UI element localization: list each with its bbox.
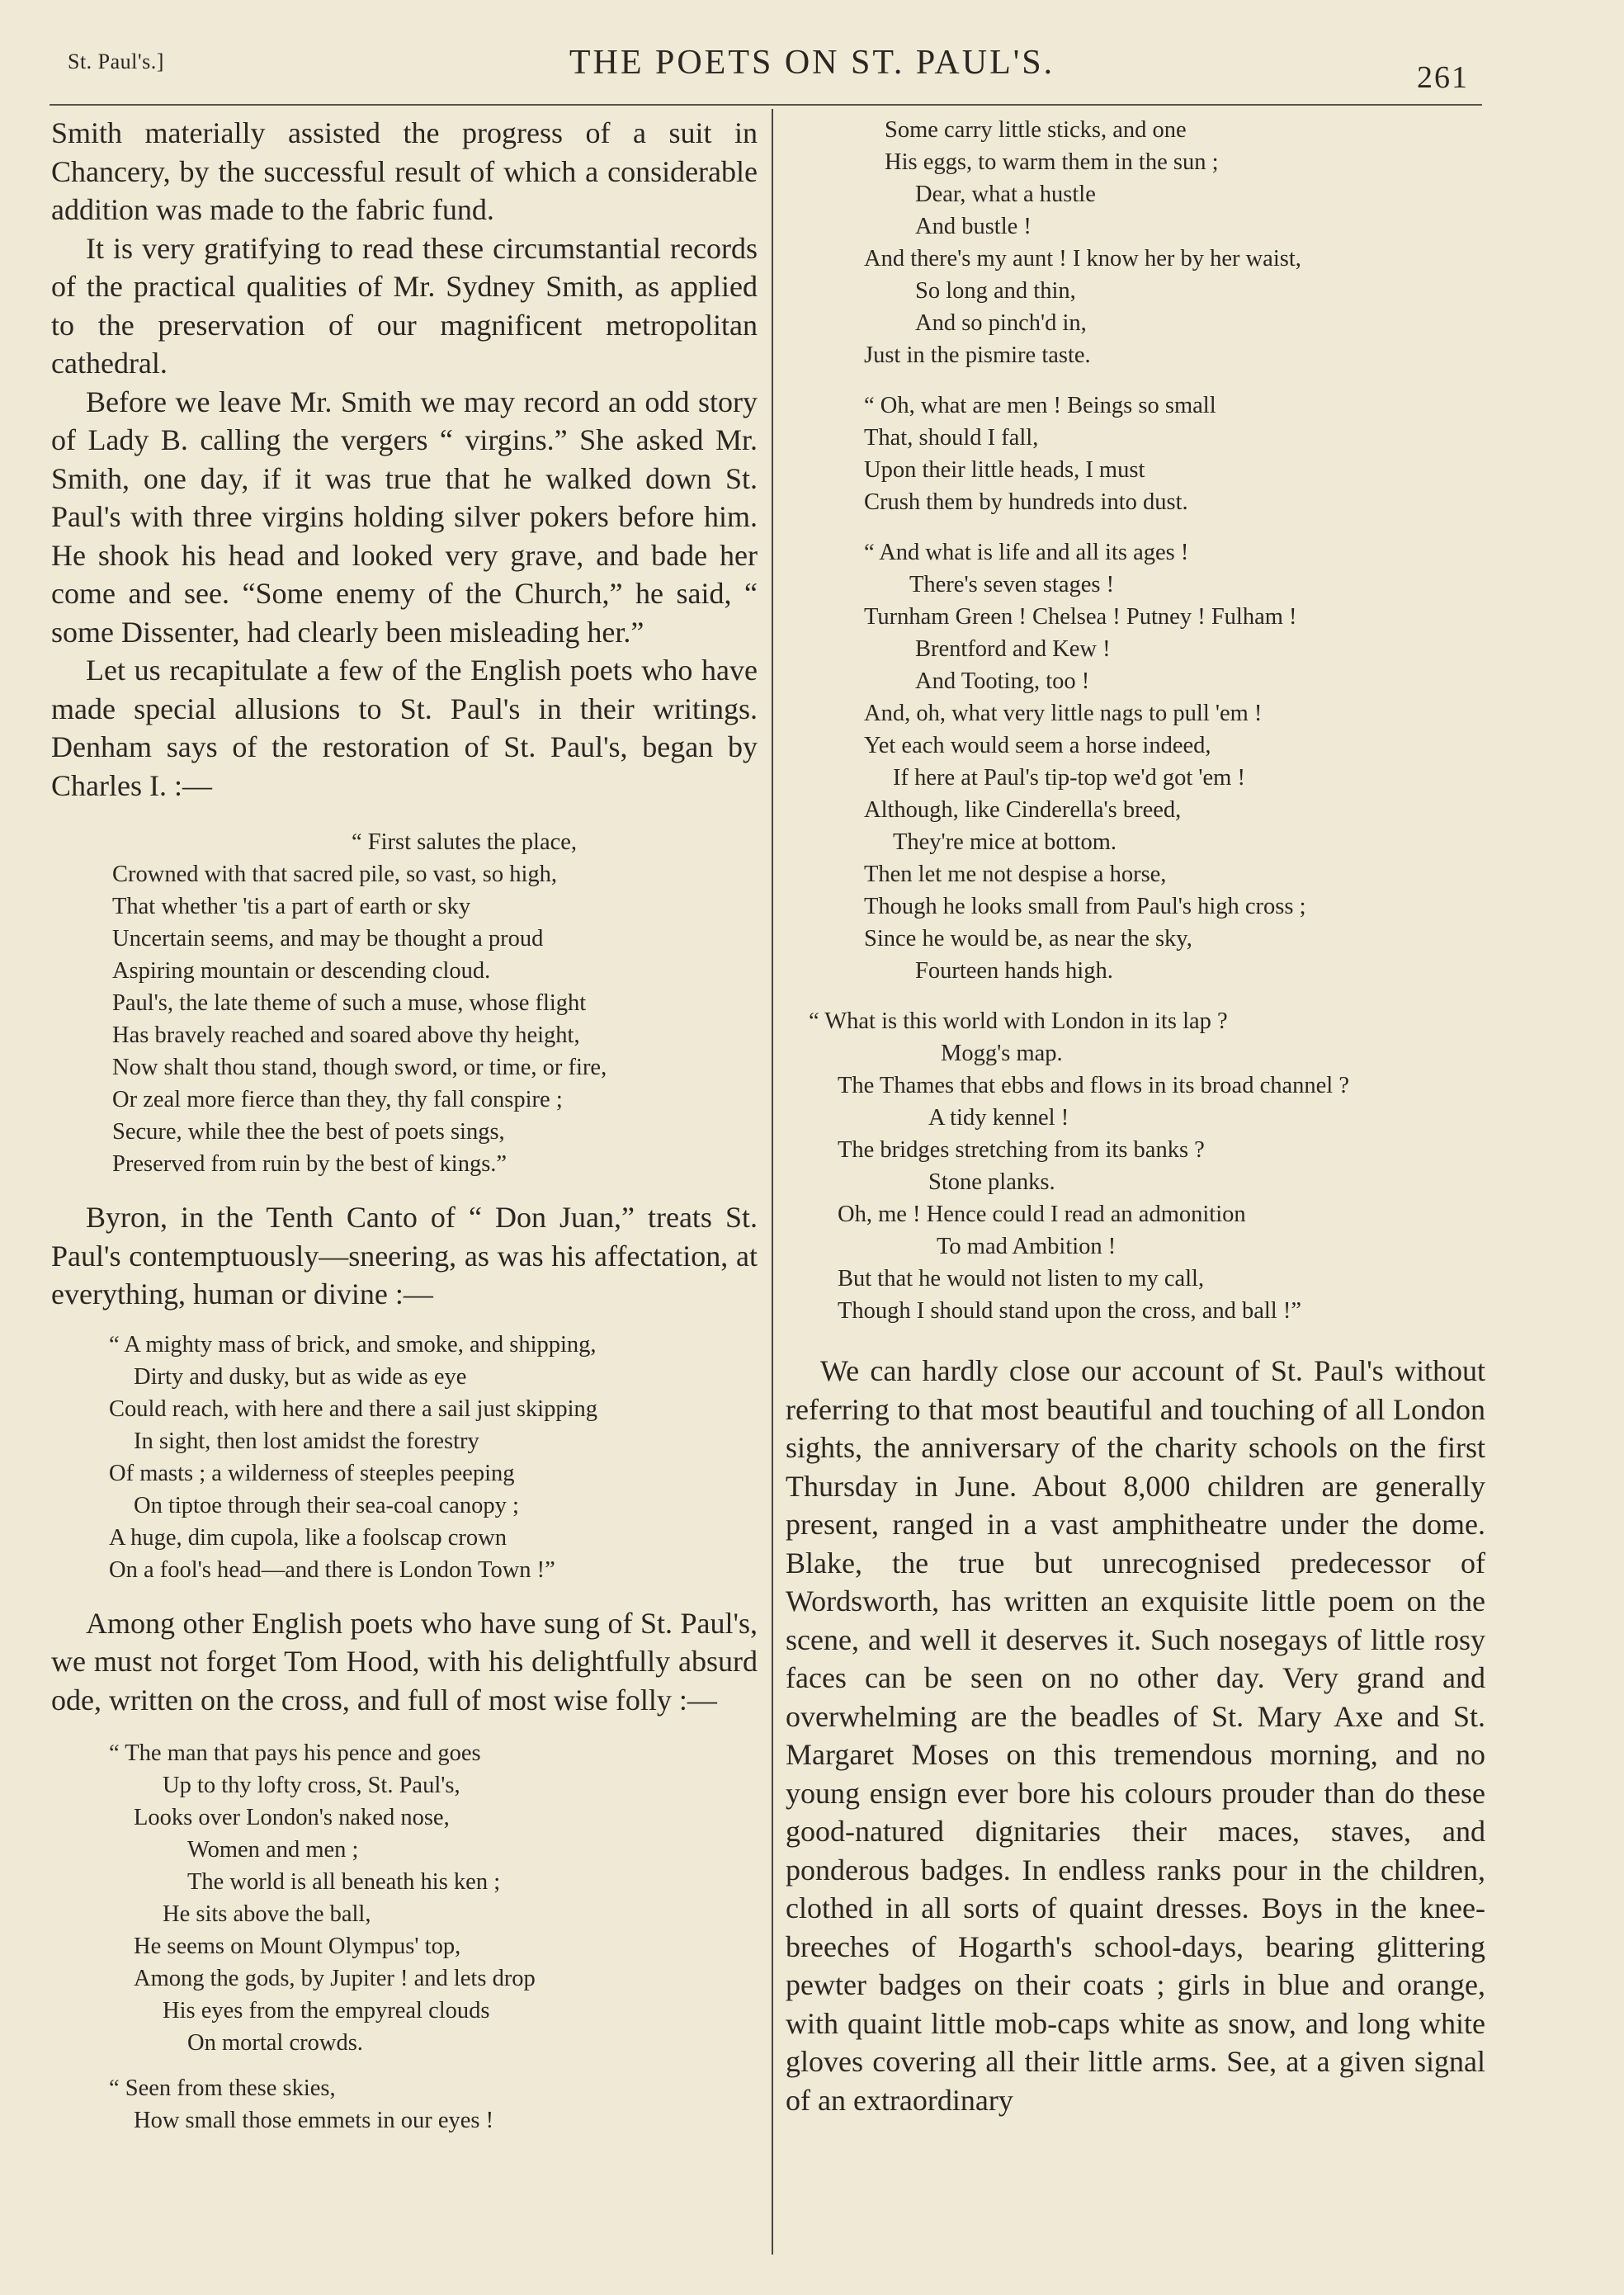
verse-line: Then let me not despise a horse,	[864, 862, 1167, 887]
paragraph: Before we leave Mr. Smith we may record an odd story of Lady B. calling the vergers “ virgins.” She asked Mr. Smith, one day, if it was true that he walked down St. Paul's with three virgins holding silver pokers before him. He shook his head and looked very grave, and bade her come and see. “Some enemy of the Church,” he said, “ some Dissenter, had clearly been misleading her.”	[51, 385, 758, 649]
verse-stanza	[786, 1005, 1485, 1327]
verse-line: Among the gods, by Jupiter ! and lets drop	[134, 1966, 536, 1991]
column-divider	[772, 109, 773, 2255]
verse-line: Aspiring mountain or descending cloud.	[112, 958, 491, 984]
verse-line: Just in the pismire taste.	[864, 342, 1091, 368]
verse-line: Preserved from ruin by the best of kings.”	[112, 1151, 508, 1177]
verse-line: If here at Paul's tip-top we'd got 'em !	[893, 765, 1245, 791]
verse-hood-continued	[51, 2072, 758, 2137]
verse-line: “ First salutes the place,	[352, 829, 578, 855]
verse-denham	[51, 826, 758, 1180]
verse-line: “ Oh, what are men ! Beings so small	[864, 393, 1216, 418]
verse-line: Since he would be, as near the sky,	[864, 926, 1192, 952]
verse-line: And so pinch'd in,	[915, 310, 1087, 336]
verse-line: There's seven stages !	[909, 572, 1115, 597]
verse-line: Dirty and dusky, but as wide as eye	[134, 1363, 467, 1390]
verse-line: He seems on Mount Olympus' top,	[134, 1934, 461, 1959]
paragraph: We can hardly close our account of St. Paul's without referring to that most beautiful and touching of all London sights, the anniversary of the charity schools on the first Thursday in June. About 8,000 children are generally present, ranged in a vast amphitheatre under the dome. Blake, the true but unrecognised predecessor of Wordsworth, has written an exquisite little poem on the scene, and well it deserves it. Such nosegays of little rosy faces can be seen on no other day. Very grand and overwhelming are the beadles of St. Mary Axe and St. Margaret Moses on this tremendous morning, and no young ensign ever bore his colours prouder than do these good-natured dignitaries their maces, staves, and ponderous badges. In endless ranks pour in the children, clothed in all sorts of quaint dresses. Boys in the knee-breeches of Hogarth's school-days, bearing glittering pewter badges on their coats ; girls in blue and orange, with quaint little mob-caps white as snow, and long white gloves covering all their little arms. See, at a given signal of an extraordinary	[786, 1354, 1485, 2117]
page-number: 261	[1417, 60, 1469, 95]
verse-line: Crowned with that sacred pile, so vast, so high,	[112, 862, 558, 887]
paragraph: Smith materially assisted the progress of a suit in Chancery, by the successful result of which a considerable addition was made to the fabric fund.	[51, 116, 758, 226]
verse-line: Of masts ; a wilderness of steeples peeping	[109, 1460, 515, 1486]
verse-line: His eggs, to warm them in the sun ;	[885, 149, 1219, 175]
verse-line: Or zeal more fierce than they, thy fall conspire ;	[112, 1087, 563, 1112]
verse-line: That whether 'tis a part of earth or sky	[112, 894, 471, 919]
verse-line: The Thames that ebbs and flows in its broad channel ?	[838, 1073, 1349, 1098]
verse-line: Although, like Cinderella's breed,	[864, 797, 1182, 823]
verse-line: Up to thy lofty cross, St. Paul's,	[163, 1773, 460, 1798]
left-column	[51, 114, 758, 2137]
verse-line: Crush them by hundreds into dust.	[864, 489, 1188, 515]
verse-line: Uncertain seems, and may be thought a proud	[112, 926, 544, 952]
verse-stanza	[786, 536, 1485, 987]
verse-line: Secure, while thee the best of poets sings,	[112, 1119, 505, 1145]
verse-line: Upon their little heads, I must	[864, 457, 1145, 483]
verse-line: That, should I fall,	[864, 425, 1039, 451]
verse-line: The world is all beneath his ken ;	[187, 1869, 501, 1895]
verse-line: The bridges stretching from its banks ?	[838, 1137, 1205, 1163]
paragraph: Among other English poets who have sung of St. Paul's, we must not forget Tom Hood, with his delightfully absurd ode, written on the cross, and full of most wise folly :—	[51, 1606, 758, 1717]
verse-line: And, oh, what very little nags to pull 'em !	[864, 701, 1263, 726]
verse-hood	[51, 1737, 758, 2059]
verse-line: On tiptoe through their sea-coal canopy ;	[134, 1492, 519, 1518]
running-head: St. Paul's.]	[68, 50, 164, 73]
verse-line: Some carry little sticks, and one	[885, 117, 1187, 143]
verse-byron	[51, 1329, 758, 1586]
verse-line: Though I should stand upon the cross, and ball !”	[838, 1298, 1301, 1324]
verse-line: “ A mighty mass of brick, and smoke, and shipping,	[109, 1331, 597, 1358]
paragraph: Byron, in the Tenth Canto of “ Don Juan,” treats St. Paul's contemptuously—sneering, as was his affectation, at everything, human or divine :—	[51, 1201, 758, 1310]
verse-line: Has bravely reached and soared above thy height,	[112, 1022, 580, 1048]
verse-line: To mad Ambition !	[937, 1234, 1116, 1259]
verse-line: But that he would not listen to my call,	[838, 1266, 1205, 1292]
verse-line: And Tooting, too !	[915, 668, 1090, 694]
verse-line: Mogg's map.	[941, 1041, 1063, 1066]
paragraph: Let us recapitulate a few of the English poets who have made special allusions to St. Paul's in their writings. Denham says of the restoration of St. Paul's, began by Charles I. :—	[51, 654, 758, 802]
verse-line: Fourteen hands high.	[915, 958, 1113, 984]
verse-line: So long and thin,	[915, 278, 1076, 304]
header-rule	[50, 104, 1482, 106]
verse-line: “ And what is life and all its ages !	[864, 540, 1189, 565]
verse-line: He sits above the ball,	[163, 1901, 371, 1927]
verse-stanza	[786, 390, 1485, 518]
verse-line: And there's my aunt ! I know her by her waist,	[864, 246, 1301, 272]
verse-line: Could reach, with here and there a sail just skipping	[109, 1395, 598, 1422]
verse-line: Looks over London's naked nose,	[134, 1805, 450, 1830]
page-title: THE POETS ON ST. PAUL'S.	[569, 44, 1055, 82]
verse-line: They're mice at bottom.	[893, 829, 1117, 855]
verse-line: “ What is this world with London in its lap ?	[809, 1008, 1228, 1034]
verse-line: Turnham Green ! Chelsea ! Putney ! Fulham !	[864, 604, 1297, 630]
verse-line: A huge, dim cupola, like a foolscap crown	[109, 1524, 507, 1551]
verse-line: How small those emmets in our eyes !	[134, 2108, 494, 2133]
verse-line: Paul's, the late theme of such a muse, whose flight	[112, 990, 587, 1016]
verse-line: Yet each would seem a horse indeed,	[864, 733, 1211, 758]
verse-line: A tidy kennel !	[928, 1105, 1069, 1131]
verse-line: And bustle !	[915, 214, 1032, 239]
verse-line: Dear, what a hustle	[915, 182, 1096, 207]
verse-line: Women and men ;	[187, 1837, 359, 1863]
verse-line: Oh, me ! Hence could I read an admonition	[838, 1202, 1246, 1227]
verse-line: “ The man that pays his pence and goes	[109, 1740, 481, 1766]
verse-stanza	[786, 114, 1485, 371]
verse-line: Brentford and Kew !	[915, 636, 1111, 662]
verse-line: “ Seen from these skies,	[109, 2075, 336, 2101]
verse-line: His eyes from the empyreal clouds	[163, 1998, 490, 2023]
verse-line: On mortal crowds.	[187, 2030, 363, 2056]
verse-line: On a fool's head—and there is London Town !”	[109, 1556, 555, 1583]
right-column	[786, 114, 1485, 2119]
verse-line: In sight, then lost amidst the forestry	[134, 1428, 479, 1454]
verse-line: Though he looks small from Paul's high cross ;	[864, 894, 1306, 919]
paragraph: It is very gratifying to read these circumstantial records of the practical qualities of Mr. Sydney Smith, as applied to the preservation of our magnificent metropolitan cathedral.	[51, 231, 758, 380]
verse-line: Now shalt thou stand, though sword, or time, or fire,	[112, 1055, 607, 1080]
verse-line: Stone planks.	[928, 1169, 1055, 1195]
